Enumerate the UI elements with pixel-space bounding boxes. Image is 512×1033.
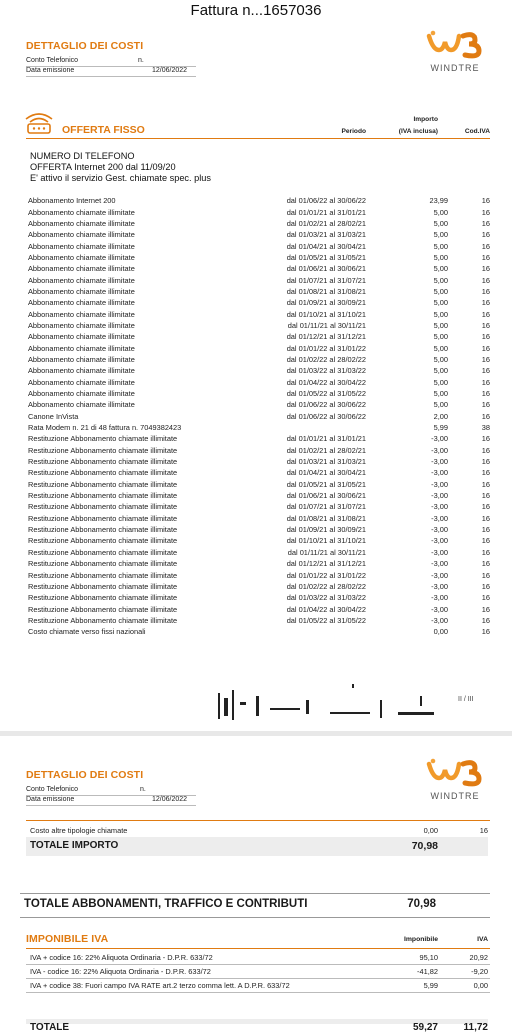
table-row [28,569,490,580]
row-period: dal 01/06/21 al 30/06/21 [286,491,366,501]
row-period: dal 01/06/22 al 30/06/22 [286,400,366,410]
row-period: dal 01/06/22 al 30/06/22 [286,411,366,421]
row-desc: Restituzione Abbonamento chiamate illimitate [28,604,178,614]
row-period: dal 01/05/21 al 31/05/21 [286,252,366,262]
imponibile-totale-iva: 11,72 [463,1022,488,1033]
info-offerta: OFFERTA Internet 200 dal 11/09/20 [30,162,176,172]
row-divider [26,992,490,993]
row-iva: 16 [481,513,490,523]
brand-name-2: WINDTRE [430,791,480,801]
totale-abbonamenti-label: TOTALE ABBONAMENTI, TRAFFICO E CONTRIBUTI [24,898,308,910]
totale-divider [20,893,490,894]
row-iva: 16 [481,354,490,364]
row-iva: 16 [481,298,490,308]
row-period: dal 01/06/21 al 30/06/21 [286,264,366,274]
row-amount: 5,00 [433,252,448,262]
row-period: dal 01/05/22 al 31/05/22 [286,389,366,399]
row-desc: Restituzione Abbonamento chiamate illimitate [28,559,178,569]
row-iva: 16 [481,479,490,489]
imponibile-row-desc: IVA + codice 38: Fuori campo IVA RATE art.2 terzo comma lett. A D.P.R. 633/72 [30,981,290,990]
table-row [28,331,490,342]
row-period: dal 01/04/21 al 30/04/21 [286,468,366,478]
imponibile-divider [26,948,490,949]
row-iva: 16 [481,536,490,546]
offerta-divider [26,138,490,139]
table-row [28,615,490,626]
row-desc: Abbonamento chiamate illimitate [28,218,135,228]
row-amount: 5,00 [433,366,448,376]
table-row [28,490,490,501]
row-iva: 16 [481,377,490,387]
row-amount: 5,00 [433,400,448,410]
row-amount: -3,00 [431,570,448,580]
row-amount: -3,00 [431,457,448,467]
table-row [28,422,490,433]
row-iva: 16 [481,502,490,512]
windtre-logo [418,28,492,73]
table-row [28,377,490,388]
table-row [28,479,490,490]
col-importo-iva: (IVA inclusa) [398,128,438,135]
conto-value-2: n. [140,786,146,793]
row-desc: Abbonamento chiamate illimitate [28,354,135,364]
imponibile-row-value: 95,10 [419,953,438,962]
table-row [28,229,490,240]
col-cod-iva: Cod.IVA [464,128,490,135]
row-amount: -3,00 [431,468,448,478]
row-iva: 16 [481,570,490,580]
row-period: dal 01/03/21 al 31/03/21 [286,457,366,467]
row-iva: 16 [481,286,490,296]
col-imponibile: Imponibile [404,936,438,943]
row-iva: 16 [481,332,490,342]
row-iva: 16 [481,264,490,274]
page-marker: II / III [458,696,474,703]
row-amount: 5,00 [433,264,448,274]
meta-divider [26,76,196,77]
row-iva: 16 [481,230,490,240]
totale-importo-value: 70,98 [411,840,438,852]
row-amount: 5,00 [433,354,448,364]
row-period: dal 01/11/21 al 30/11/21 [287,547,366,557]
row-amount: 5,00 [433,377,448,387]
imponibile-row-iva: -9,20 [471,967,488,976]
windtre-logo-2 [418,756,492,801]
row-period: dal 01/01/21 al 31/01/21 [286,207,366,217]
row-period: dal 01/12/21 al 31/12/21 [286,332,366,342]
table-row [28,263,490,274]
table-row [28,218,490,229]
row-period [216,422,366,433]
conto-value: n. [138,57,144,64]
row-iva: 16 [481,559,490,569]
row-period: dal 01/04/22 al 30/04/22 [286,604,366,614]
row-desc: Abbonamento chiamate illimitate [28,252,135,262]
table-row [28,365,490,376]
row-period: dal 01/02/21 al 28/02/21 [286,445,366,455]
row-amount: -3,00 [431,593,448,603]
row-period: dal 01/01/21 al 31/01/21 [286,434,366,444]
row-amount: -3,00 [431,604,448,614]
table-row [28,433,490,444]
row-iva: 16 [481,400,490,410]
page-divider [0,731,512,736]
totale-importo-label: TOTALE IMPORTO [30,840,119,851]
table-row [28,445,490,456]
row-desc: Abbonamento chiamate illimitate [28,275,135,285]
row-iva: 16 [481,309,490,319]
table-row [28,535,490,546]
row-period: dal 01/07/21 al 31/07/21 [286,275,366,285]
window-title: Fattura n...1657036 [190,2,322,19]
row-desc: Restituzione Abbonamento chiamate illimitate [28,479,178,489]
row-iva: 16 [481,320,490,330]
row-desc: Restituzione Abbonamento chiamate illimitate [28,570,178,580]
row-period: dal 01/01/22 al 31/01/22 [286,343,366,353]
row-period: dal 01/03/22 al 31/03/22 [286,593,366,603]
row-desc: Abbonamento Internet 200 [28,196,116,206]
imponibile-row-value: -41,82 [417,967,438,976]
row-amount: 5,00 [433,309,448,319]
row-amount: 5,99 [433,423,448,433]
row-desc: Rata Modem n. 21 di 48 fattura n. 7049382423 [28,423,182,433]
table-row [28,297,490,308]
row-iva: 38 [481,423,490,433]
col-iva: IVA [477,936,488,943]
imponibile-row-desc: IVA - codice 16: 22% Aliquota Ordinaria - D.P.R. 633/72 [30,967,211,976]
row-desc: Restituzione Abbonamento chiamate illimitate [28,491,178,501]
row-amount: -3,00 [431,525,448,535]
row-iva: 16 [481,445,490,455]
section-divider [26,820,490,821]
conto-label-2: Conto Telefonico [26,786,79,793]
table-row [28,274,490,285]
row-desc: Restituzione Abbonamento chiamate illimitate [28,445,178,455]
row-period: dal 01/02/22 al 28/02/22 [286,354,366,364]
table-row [28,399,490,410]
row-amount: 5,00 [433,207,448,217]
table-row [28,286,490,297]
row-desc: Restituzione Abbonamento chiamate illimitate [28,457,178,467]
row-iva: 16 [481,196,490,206]
row-amount: 23,99 [429,196,448,206]
row-desc: Abbonamento chiamate illimitate [28,332,135,342]
row-amount: 5,00 [433,298,448,308]
row-desc: Abbonamento chiamate illimitate [28,286,135,296]
row-amount: 5,00 [433,275,448,285]
row-period: dal 01/04/21 al 30/04/21 [286,241,366,251]
table-row [28,320,490,331]
row-period: dal 01/10/21 al 31/10/21 [286,536,366,546]
row-period: dal 01/03/22 al 31/03/22 [286,366,366,376]
table-row [28,558,490,569]
table-row [28,195,490,206]
table-row [28,308,490,319]
row-desc: Abbonamento chiamate illimitate [28,389,135,399]
row-amount: -3,00 [431,479,448,489]
extra-row-iva: 16 [479,826,488,835]
row-desc: Abbonamento chiamate illimitate [28,400,135,410]
row-desc: Abbonamento chiamate illimitate [28,264,135,274]
row-amount: 5,00 [433,241,448,251]
phone-modem-icon [22,109,56,137]
row-amount: -3,00 [431,491,448,501]
row-amount: -3,00 [431,502,448,512]
table-row [28,411,490,422]
row-amount: 5,00 [433,389,448,399]
row-iva: 16 [481,389,490,399]
cost-table [28,195,490,637]
table-row [28,342,490,353]
row-period: dal 01/05/21 al 31/05/21 [286,479,366,489]
row-amount: -3,00 [431,615,448,625]
table-row [28,456,490,467]
row-desc: Restituzione Abbonamento chiamate illimitate [28,547,178,557]
extra-row-amount: 0,00 [423,826,438,835]
imponibile-row-iva: 0,00 [473,981,488,990]
row-divider [26,978,490,979]
row-iva: 16 [481,434,490,444]
row-iva: 16 [481,627,490,637]
row-desc: Restituzione Abbonamento chiamate illimitate [28,615,178,625]
row-divider [26,964,490,965]
row-period: dal 01/02/22 al 28/02/22 [286,581,366,591]
row-iva: 16 [481,218,490,228]
imponibile-row-value: 5,99 [423,981,438,990]
meta-divider [26,805,196,806]
row-amount: 5,00 [433,218,448,228]
row-iva: 16 [481,525,490,535]
row-iva: 16 [481,491,490,501]
row-desc: Restituzione Abbonamento chiamate illimitate [28,593,178,603]
row-iva: 16 [481,275,490,285]
row-desc: Costo chiamate verso fissi nazionali [28,627,146,637]
row-amount: 5,00 [433,320,448,330]
brand-name: WINDTRE [430,63,480,73]
row-desc: Abbonamento chiamate illimitate [28,366,135,376]
table-row [28,467,490,478]
row-desc: Restituzione Abbonamento chiamate illimitate [28,536,178,546]
row-amount: 0,00 [433,627,448,637]
row-period: dal 01/10/21 al 31/10/21 [286,309,366,319]
table-row [28,501,490,512]
row-desc: Abbonamento chiamate illimitate [28,309,135,319]
row-desc: Canone InVista [28,411,79,421]
row-desc: Restituzione Abbonamento chiamate illimitate [28,525,178,535]
row-iva: 16 [481,615,490,625]
row-desc: Restituzione Abbonamento chiamate illimitate [28,502,178,512]
table-row [28,603,490,614]
row-iva: 16 [481,252,490,262]
imponibile-title: IMPONIBILE IVA [26,933,109,945]
row-period: dal 01/09/21 al 30/09/21 [286,525,366,535]
conto-label: Conto Telefonico [26,57,79,64]
table-row [28,592,490,603]
table-row [28,252,490,263]
row-iva: 16 [481,241,490,251]
imponibile-totale-label: TOTALE [30,1022,70,1033]
table-row [28,240,490,251]
row-period: dal 01/01/22 al 31/01/22 [286,570,366,580]
data-emissione-value: 12/06/2022 [152,67,188,74]
row-desc: Abbonamento chiamate illimitate [28,230,135,240]
row-iva: 16 [481,343,490,353]
table-row [28,547,490,558]
table-row [28,388,490,399]
row-iva: 16 [481,604,490,614]
totale-divider [20,917,490,918]
row-desc: Abbonamento chiamate illimitate [28,377,135,387]
imponibile-totale-value: 59,27 [412,1022,438,1033]
row-desc: Restituzione Abbonamento chiamate illimitate [28,468,178,478]
extra-row-desc: Costo altre tipologie chiamate [30,826,128,835]
row-period [216,626,366,637]
row-amount: -3,00 [431,547,448,557]
row-desc: Abbonamento chiamate illimitate [28,298,135,308]
row-iva: 16 [481,457,490,467]
imponibile-row-desc: IVA + codice 16: 22% Aliquota Ordinaria - D.P.R. 633/72 [30,953,213,962]
row-amount: -3,00 [431,445,448,455]
row-iva: 16 [481,581,490,591]
row-period: dal 01/12/21 al 31/12/21 [286,559,366,569]
row-amount: 5,00 [433,343,448,353]
row-amount: 5,00 [433,230,448,240]
data-emissione-value-2: 12/06/2022 [152,796,188,803]
info-numero: NUMERO DI TELEFONO [30,151,135,161]
row-desc: Restituzione Abbonamento chiamate illimitate [28,581,178,591]
data-emissione-label-2: Data emissione [26,796,75,803]
row-period: dal 01/11/21 al 30/11/21 [287,320,366,330]
section-title-dettaglio: DETTAGLIO DEI COSTI [26,40,144,52]
col-importo: Importo [413,116,438,123]
row-iva: 16 [481,547,490,557]
row-desc: Abbonamento chiamate illimitate [28,207,135,217]
table-row [28,524,490,535]
windtre-logo-icon [423,756,487,788]
row-period: dal 01/06/22 al 30/06/22 [286,196,366,206]
table-row [28,581,490,592]
table-row [28,626,490,637]
row-desc: Abbonamento chiamate illimitate [28,343,135,353]
row-amount: 2,00 [433,411,448,421]
row-period: dal 01/07/21 al 31/07/21 [286,502,366,512]
row-iva: 16 [481,207,490,217]
row-period: dal 01/08/21 al 31/08/21 [286,513,366,523]
row-amount: 5,00 [433,286,448,296]
offerta-title: OFFERTA FISSO [62,124,145,136]
col-periodo: Periodo [341,128,366,135]
table-row [28,513,490,524]
info-servizio: E' attivo il servizio Gest. chiamate spec. plus [30,173,211,183]
row-period: dal 01/05/22 al 31/05/22 [286,615,366,625]
row-iva: 16 [481,411,490,421]
row-desc: Abbonamento chiamate illimitate [28,320,135,330]
row-amount: 5,00 [433,332,448,342]
windtre-logo-icon [423,28,487,60]
row-amount: -3,00 [431,513,448,523]
table-row [28,354,490,365]
row-desc: Abbonamento chiamate illimitate [28,241,135,251]
totale-abbonamenti-value: 70,98 [407,898,436,910]
imponibile-row-iva: 20,92 [469,953,488,962]
data-emissione-label: Data emissione [26,67,75,74]
row-amount: -3,00 [431,536,448,546]
row-amount: -3,00 [431,434,448,444]
row-iva: 16 [481,366,490,376]
row-desc: Restituzione Abbonamento chiamate illimitate [28,434,178,444]
row-period: dal 01/08/21 al 31/08/21 [286,286,366,296]
section-title-dettaglio-2: DETTAGLIO DEI COSTI [26,769,144,781]
row-desc: Restituzione Abbonamento chiamate illimitate [28,513,178,523]
row-period: dal 01/09/21 al 30/09/21 [286,298,366,308]
row-iva: 16 [481,468,490,478]
row-iva: 16 [481,593,490,603]
table-row [28,206,490,217]
row-period: dal 01/02/21 al 28/02/21 [286,218,366,228]
row-amount: -3,00 [431,581,448,591]
row-period: dal 01/04/22 al 30/04/22 [286,377,366,387]
row-period: dal 01/03/21 al 31/03/21 [286,230,366,240]
row-amount: -3,00 [431,559,448,569]
